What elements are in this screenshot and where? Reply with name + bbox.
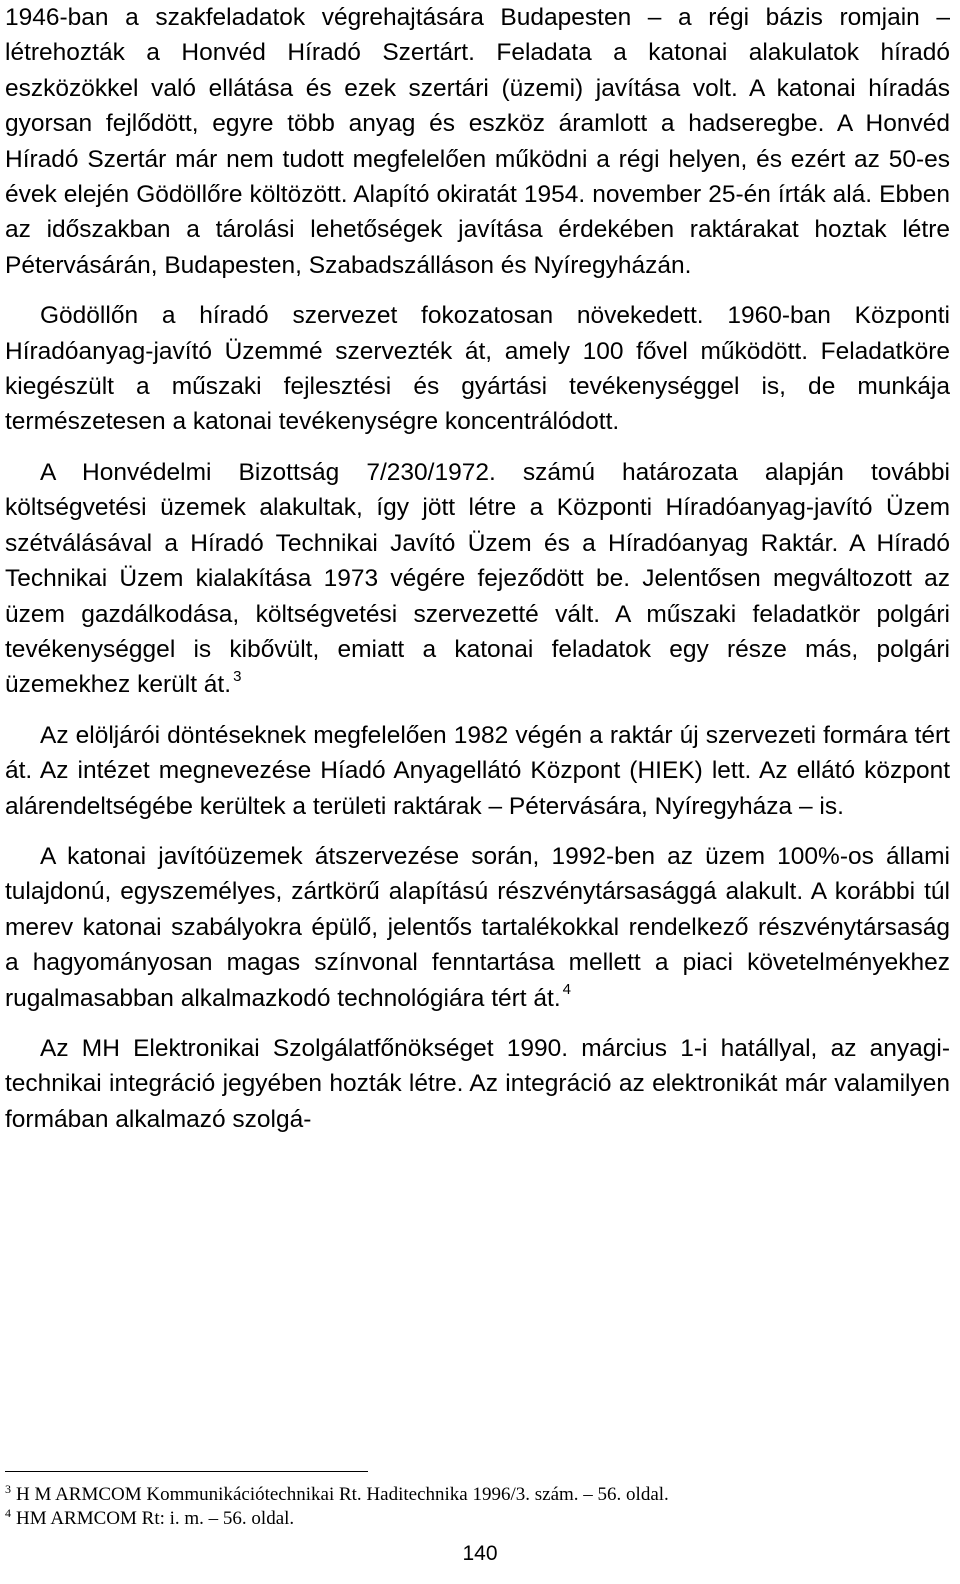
paragraph-3-text: A Honvédelmi Bizottság 7/230/1972. számú határozata alapján további költségvetési üzemek alakultak, így jött létre a Központi Híradóanyag-javító Üzem szétválásával a Híradó Technikai Javító Üzem és a Híradóanyag Raktár. A Híradó Technikai Üzem kialakítása 1973 végére fejeződött be. Jelentősen megváltozott az üzem gazdálkodása, költségvetési szervezetté vált. A műszaki feladatkör polgári tevékenységgel is kibővült, emiatt a katonai feladatok egy része más, polgári üzemekhez került át. xyxy=(5,458,950,699)
footnote-4 xyxy=(5,1507,950,1531)
paragraph-4: Az elöljárói döntéseknek megfelelően 1982 végén a raktár új szervezeti formára tért át. Az intézet megnevezése Híadó Anyagellátó Központ (HIEK) lett. Az ellátó központ alárendeltségébe kerültek a területi raktárak – Pétervására, Nyíregyháza – is. xyxy=(5,721,950,820)
footnote-ref-3[interactable]: 3 xyxy=(233,668,242,686)
footnotes xyxy=(5,1483,950,1531)
footnote-text-4: HM ARMCOM Rt: i. m. – 56. oldal. xyxy=(16,1508,295,1529)
footnote-mark-4: 4 xyxy=(5,1505,11,1520)
paragraph-5 xyxy=(5,839,950,1016)
footnote-3 xyxy=(5,1483,950,1507)
footnote-text-3: H M ARMCOM Kommunikációtechnikai Rt. Haditechnika 1996/3. szám. – 56. oldal. xyxy=(16,1484,669,1505)
page-body xyxy=(5,0,950,1137)
paragraph-1: 1946-ban a szakfeladatok végrehajtására Budapesten – a régi bázis romjain – létrehozták a Honvéd Híradó Szertárt. Feladata a katonai alakulatok híradó eszközökkel való ellátása és ezek szertári (üzemi) javítása volt. A katonai híradás gyorsan fejlődött, egyre több anyag és eszköz áramlott a hadseregbe. A Honvéd Híradó Szertár már nem tudott megfelelően működni a régi helyen, és ezért az 50-es évek elején Gödöllőre költözött. Alapító okiratát 1954. november 25-én írták alá. Ebben az időszakban a tárolási lehetőségek javítása érdekében raktárakat hoztak létre Pétervásárán, Budapesten, Szabadszálláson és Nyíregyházán. xyxy=(5,4,950,279)
page-number: 140 xyxy=(462,1542,498,1565)
footnote-separator xyxy=(5,1471,368,1472)
paragraph-2: Gödöllőn a híradó szervezet fokozatosan növekedett. 1960-ban Központi Híradóanyag-javító Üzemmé szervezték át, amely 100 fővel működött. Feladatköre kiegészült a műszaki fejlesztési és gyártási tevékenységgel is, de munkája természetesen a katonai tevékenységre koncentrálódott. xyxy=(5,302,950,436)
footnote-mark-3: 3 xyxy=(5,1481,11,1496)
footnote-ref-4[interactable]: 4 xyxy=(562,981,572,999)
paragraph-6: Az MH Elektronikai Szolgálatfőnökséget 1990. március 1-i hatállyal, az anyagi-technikai integráció jegyében hozták létre. Az integráció az elektronikát már valamilyen formában alkalmazó szolgá- xyxy=(5,1034,950,1133)
paragraph-3 xyxy=(5,455,950,703)
paragraph-5-text: A katonai javítóüzemek átszervezése során, 1992-ben az üzem 100%-os állami tulajdonú, egyszemélyes, zártkörű alapítású részvénytársasággá alakult. A korábbi túl merev katonai szabályokra épülő, jelentős tartalékokkal rendelkező részvénytársaság a hagyományosan magas színvonal fenntartása mellett a piaci követelményekhez rugalmasabban alkalmazkodó technológiára tért át. xyxy=(5,842,950,1012)
